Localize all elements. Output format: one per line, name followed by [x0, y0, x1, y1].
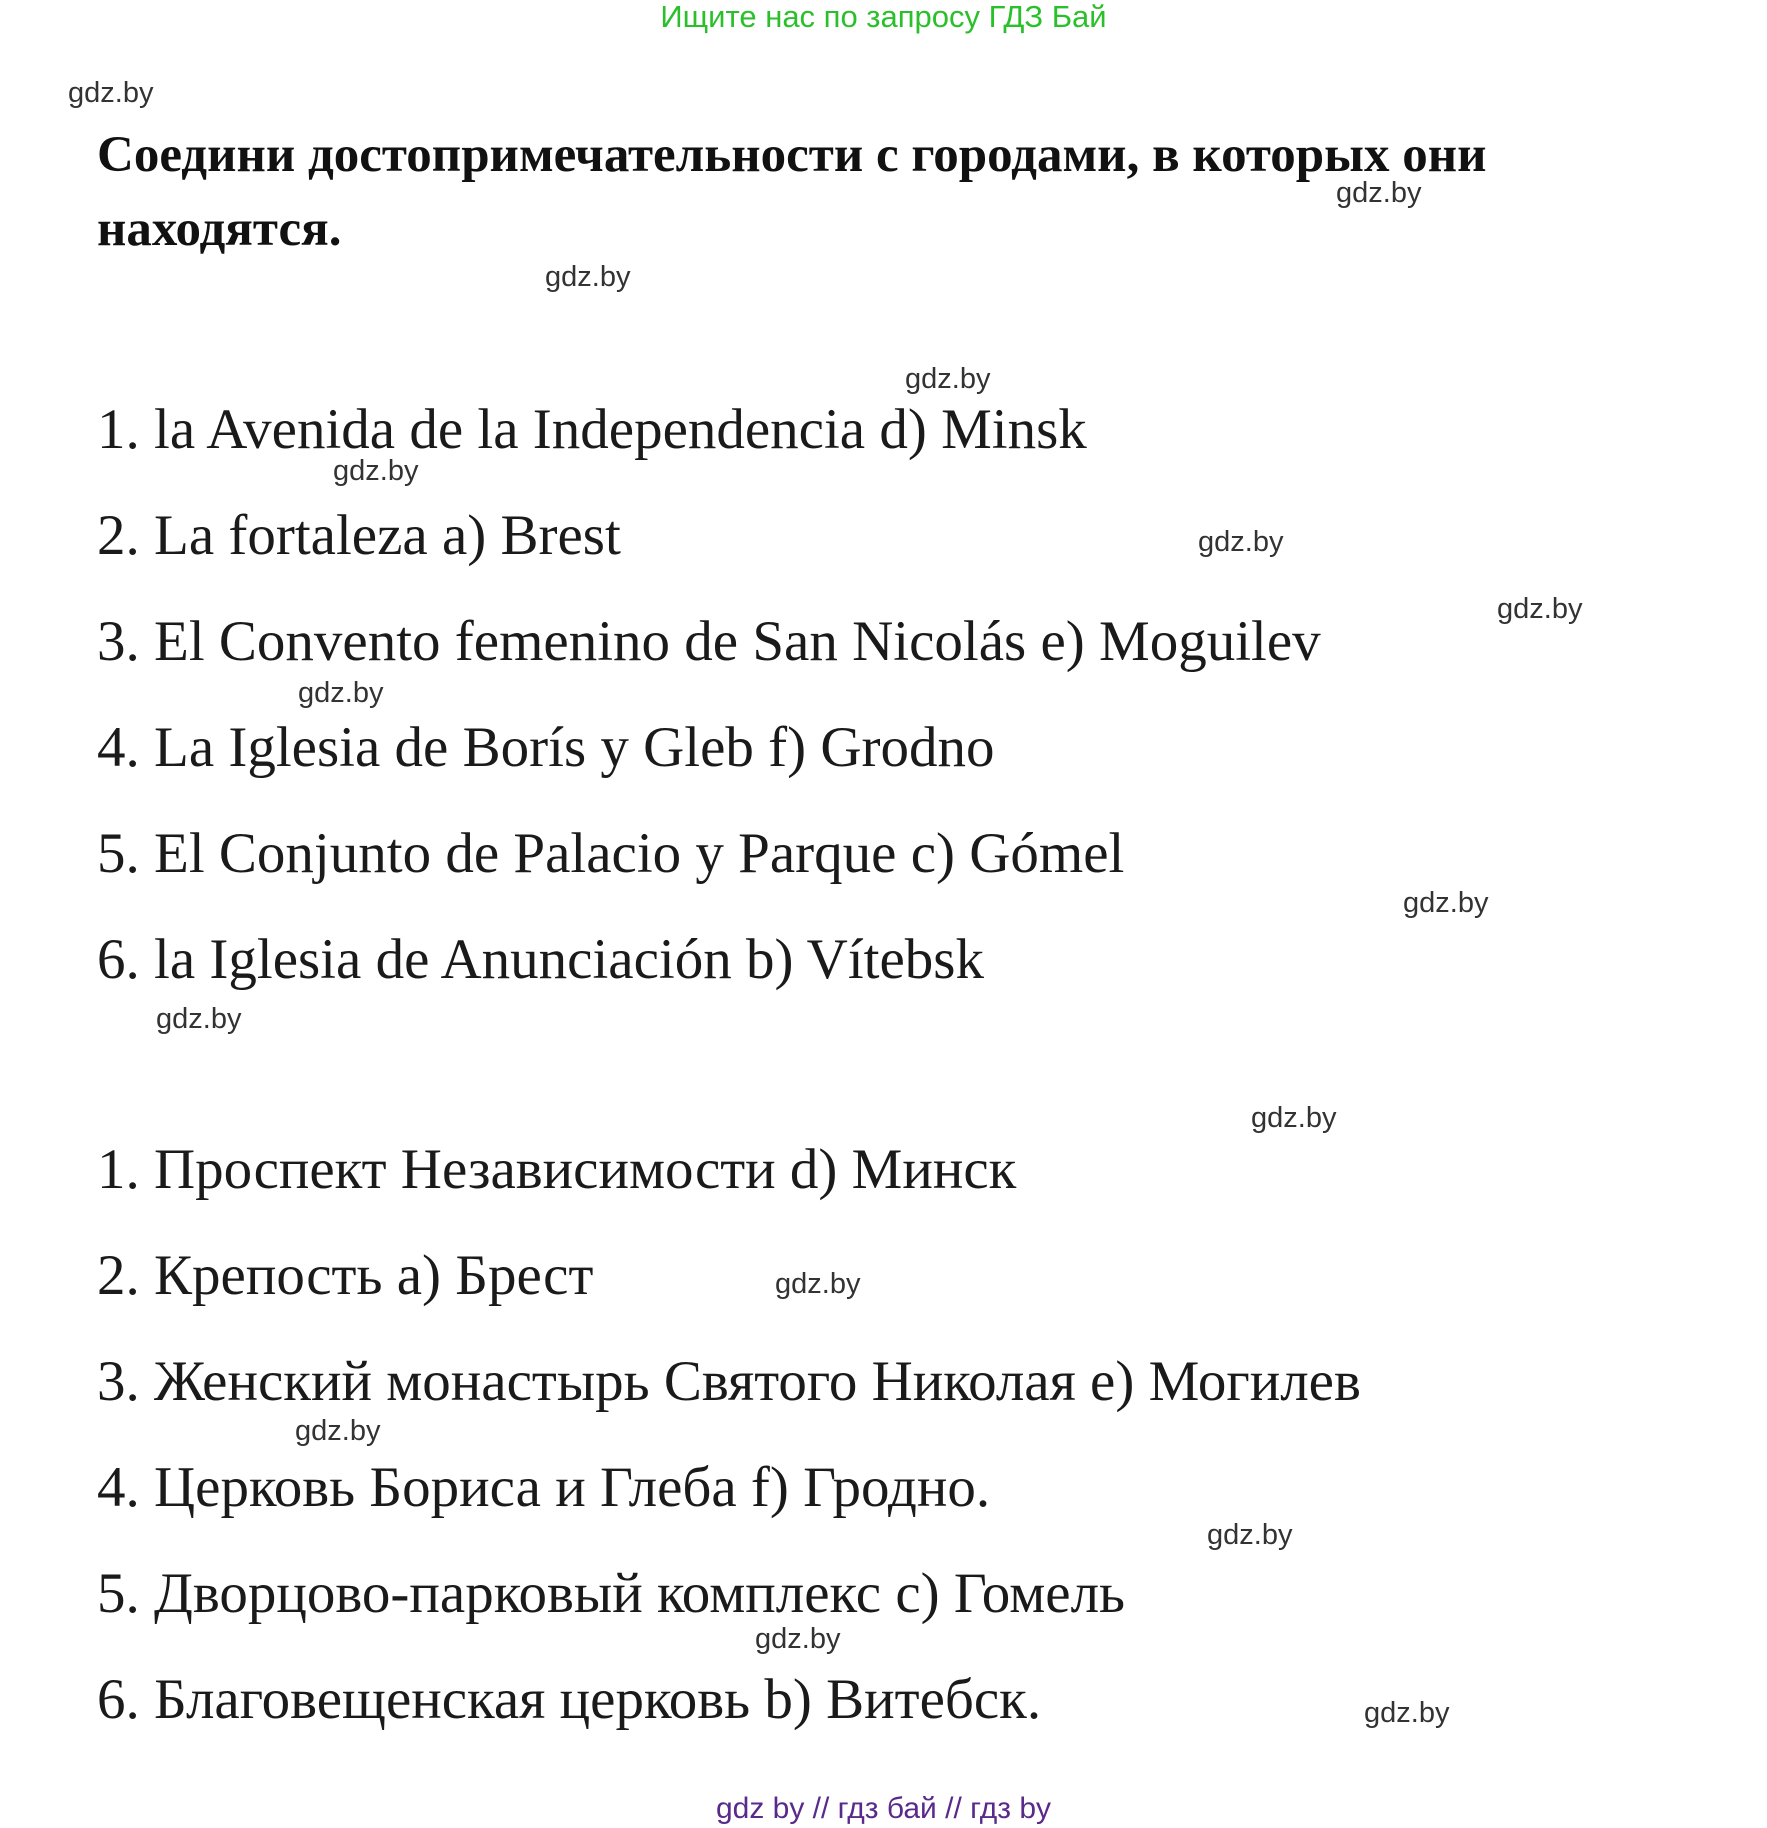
- list-item: 1. la Avenida de la Independencia d) Minsk: [97, 398, 1087, 461]
- spanish-list: [97, 400, 1321, 1036]
- watermark: gdz.by: [156, 1003, 242, 1035]
- watermark: gdz.by: [298, 677, 384, 709]
- watermark: gdz.by: [905, 363, 991, 395]
- watermark: gdz.by: [1198, 526, 1284, 558]
- watermark: gdz.by: [68, 77, 154, 109]
- watermark: gdz.by: [1207, 1519, 1293, 1551]
- watermark: gdz.by: [1364, 1697, 1450, 1729]
- list-item: 5. El Conjunto de Palacio y Parque c) Gómel: [97, 822, 1125, 885]
- list-item: 6. la Iglesia de Anunciación b) Vítebsk: [97, 928, 984, 991]
- watermark: gdz.by: [545, 261, 631, 293]
- list-item: 6. Благовещенская церковь b) Витебск.: [97, 1668, 1042, 1731]
- list-item: 1. Проспект Независимости d) Минск: [97, 1138, 1017, 1201]
- list-item: 2. La fortaleza a) Brest: [97, 504, 621, 567]
- watermark: gdz.by: [775, 1268, 861, 1300]
- list-item: 4. Церковь Бориса и Глеба f) Гродно.: [97, 1456, 991, 1519]
- list-item: 4. La Iglesia de Borís y Gleb f) Grodno: [97, 716, 995, 779]
- watermark: gdz.by: [1336, 177, 1422, 209]
- list-item: 2. Крепость а) Брест: [97, 1244, 594, 1307]
- list-item: 3. Женский монастырь Святого Николая е) Могилев: [97, 1350, 1361, 1413]
- watermark: gdz.by: [755, 1623, 841, 1655]
- watermark: gdz.by: [1497, 593, 1583, 625]
- watermark: gdz.by: [295, 1415, 381, 1447]
- list-item: 5. Дворцово-парковый комплекс с) Гомель: [97, 1562, 1126, 1625]
- task-title: Соедини достопримечательности с городами, в которых они находятся.: [97, 127, 1487, 257]
- watermark: gdz.by: [1251, 1102, 1337, 1134]
- russian-list: [97, 1140, 1361, 1776]
- watermark: gdz.by: [1403, 887, 1489, 919]
- watermark: gdz.by: [333, 455, 419, 487]
- footer-links: gdz by // гдз бай // гдз by: [715, 1792, 1052, 1825]
- top-banner: Ищите нас по запросу ГДЗ Бай: [660, 0, 1107, 34]
- list-item: 3. El Convento femenino de San Nicolás e) Moguilev: [97, 610, 1321, 673]
